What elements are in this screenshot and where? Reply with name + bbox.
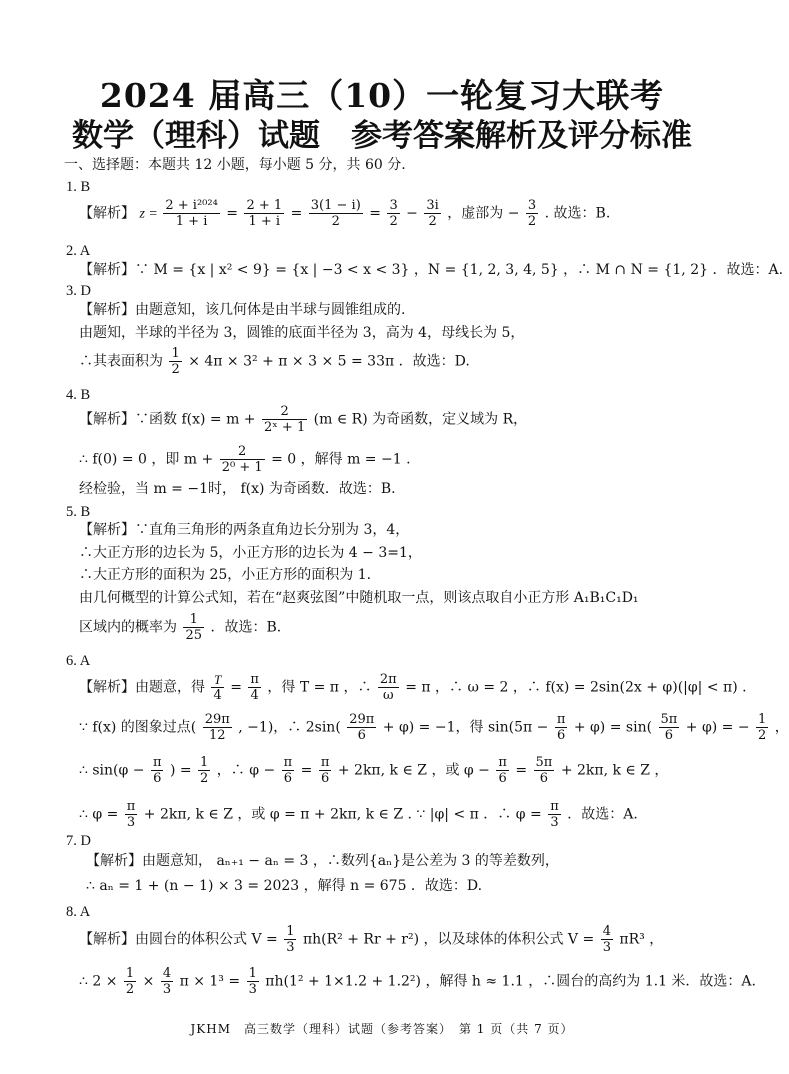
text: . 故选：B. (544, 205, 611, 222)
text: ，虚部为 − (447, 205, 520, 222)
fraction: $\frac{3i}{2}$ (426, 198, 439, 229)
q6-line4: ∴ φ = $\frac{\pi}{3}$ + 2kπ, k ∈ Z ，或 φ = π + 2kπ, k ∈ Z . ∵ |φ| < π ．∴ φ = $\frac{\pi}{3}$ ．故选：A. (79, 799, 638, 830)
q6-line2: ∵ f(x) 的图象过点( $\frac{29\pi}{12}$ , −1)，∴ 2sin( $\frac{29\pi}{6}$ + φ) = −1，得 sin(5π − $\frac{\pi}{6}$ + φ) = sin( $\frac{5\pi}{6}$ + φ) = − $\frac{1}{2}$ ， (79, 712, 789, 743)
expr: z = (139, 206, 162, 222)
q3-line1: 【解析】由题意知，该几何体是由半球与圆锥组成的. (79, 302, 406, 318)
fraction: $\frac{1}{2}$ (171, 346, 180, 377)
q1-number: 1. B (66, 179, 91, 195)
q4-line3: 经检验，当 m = −1时， f(x) 为奇函数．故选：B. (79, 481, 396, 497)
fraction: $\frac{3}{2}$ (389, 198, 398, 229)
q5-line2: ∴大正方形的边长为 5，小正方形的边长为 4 − 3=1， (79, 545, 422, 561)
q5-number: 5. B (66, 504, 91, 520)
section-heading: 一、选择题：本题共 12 小题，每小题 5 分，共 60 分. (64, 157, 406, 173)
fraction: $\frac{2}{\text{2⁰ + 1}}$ (221, 444, 263, 475)
fraction: $\frac{3(1 - i)}{2}$ (310, 198, 361, 229)
fraction: $\frac{3}{2}$ (527, 198, 537, 229)
fraction: $\frac{1}{25}$ (185, 612, 202, 643)
q1-solution: 【解析】 z = $\frac{\text{2 + i²⁰²⁴}}{1 + i}$ = $\frac{2 + 1}{1 + i}$ = $\frac{3(1 - i)}{2}$ = $\frac{3}{2}$ − $\frac{3i}{2}$ ，虚部为 − $\frac{3}{2}$ . 故选：B. (79, 198, 611, 229)
q3-line3: ∴其表面积为 $\frac{1}{2}$ × 4π × 3² + π × 3 × 5 = 33π ．故选：D. (79, 346, 470, 377)
page-title: 2024 届高三（10）一轮复习大联考 (99, 76, 665, 115)
label: 【解析】 (79, 205, 135, 222)
q8-line1: 【解析】由圆台的体积公式 V = $\frac{1}{3}$ πh(R² + Rr + r²) ，以及球体的体积公式 V = $\frac{4}{3}$ πR³ ， (79, 924, 664, 955)
fraction: $\frac{2}{\text{2ˣ + 1}}$ (264, 404, 306, 435)
q7-line2: ∴ aₙ = 1 + (n − 1) × 3 = 2023 ，解得 n = 675 ．故选：D. (86, 878, 483, 894)
fraction: $\frac{\text{2 + i²⁰²⁴}}{1 + i}$ (165, 198, 218, 229)
q8-number: 8. A (66, 904, 91, 920)
page-footer: JKHM 高三数学（理科）试题（参考答案） 第 1 页（共 7 页） (190, 1022, 574, 1036)
q2-number: 2. A (66, 243, 91, 259)
q3-number: 3. D (66, 283, 91, 299)
q5-line4: 由几何概型的计算公式知，若在“赵爽弦图”中随机取一点，则该点取自小正方形 A₁B₁C₁D₁ (79, 590, 639, 606)
q7-line1: 【解析】由题意知， aₙ₊₁ − aₙ = 3 ，∴数列{aₙ}是公差为 3 的等差数列， (86, 853, 559, 869)
q4-line1: 【解析】∵函数 f(x) = m + $\frac{2}{\text{2ˣ + 1}}$ (m ∈ R) 为奇函数，定义域为 R， (79, 404, 528, 435)
op: − (406, 205, 418, 222)
fraction: $\frac{2 + 1}{1 + i}$ (246, 198, 283, 229)
q4-line2: ∴ f(0) = 0 ，即 m + $\frac{2}{\text{2⁰ + 1}}$ = 0 ，解得 m = −1 . (79, 444, 411, 475)
q5-line3: ∴大正方形的面积为 25，小正方形的面积为 1. (79, 567, 372, 583)
q2-solution: 【解析】∵ M = {x | x² < 9} = {x | −3 < x < 3} ，N = {1, 2, 3, 4, 5} ，∴ M ∩ N = {1, 2} ．故选：A. (79, 262, 784, 278)
q6-number: 6. A (66, 653, 91, 669)
q5-line1: 【解析】∵直角三角形的两条直角边长分别为 3，4， (79, 522, 410, 538)
q8-line2: ∴ 2 × $\frac{1}{2}$ × $\frac{4}{3}$ π × 1³ = $\frac{1}{3}$ πh(1² + 1×1.2 + 1.2²) ，解得 h ≈ 1.1 ，∴圆台的高约为 1.1 米．故选：A. (79, 966, 756, 997)
q3-line2: 由题知，半球的半径为 3，圆锥的底面半径为 3，高为 4，母线长为 5， (79, 325, 525, 341)
q6-line1: 【解析】由题意，得 $\frac{T}{4}$ = $\frac{\pi}{4}$ ，得 T = π ，∴ $\frac{2\pi}{\omega}$ = π ，∴ ω = 2 ，∴ f(x) = 2sin(2x + φ)(|φ| < π) . (79, 672, 747, 703)
q6-line3: ∴ sin(φ − $\frac{\pi}{6}$ ) = $\frac{1}{2}$ ，∴ φ − $\frac{\pi}{6}$ = $\frac{\pi}{6}$ + 2kπ, k ∈ Z ，或 φ − $\frac{\pi}{6}$ = $\frac{5\pi}{6}$ + 2kπ, k ∈ Z ， (79, 755, 669, 786)
q4-number: 4. B (66, 387, 91, 403)
page-subtitle: 数学（理科）试题 参考答案解析及评分标准 (72, 118, 692, 154)
q7-number: 7. D (66, 833, 91, 849)
q5-line5: 区域内的概率为 $\frac{1}{25}$ ．故选：B. (79, 612, 282, 643)
